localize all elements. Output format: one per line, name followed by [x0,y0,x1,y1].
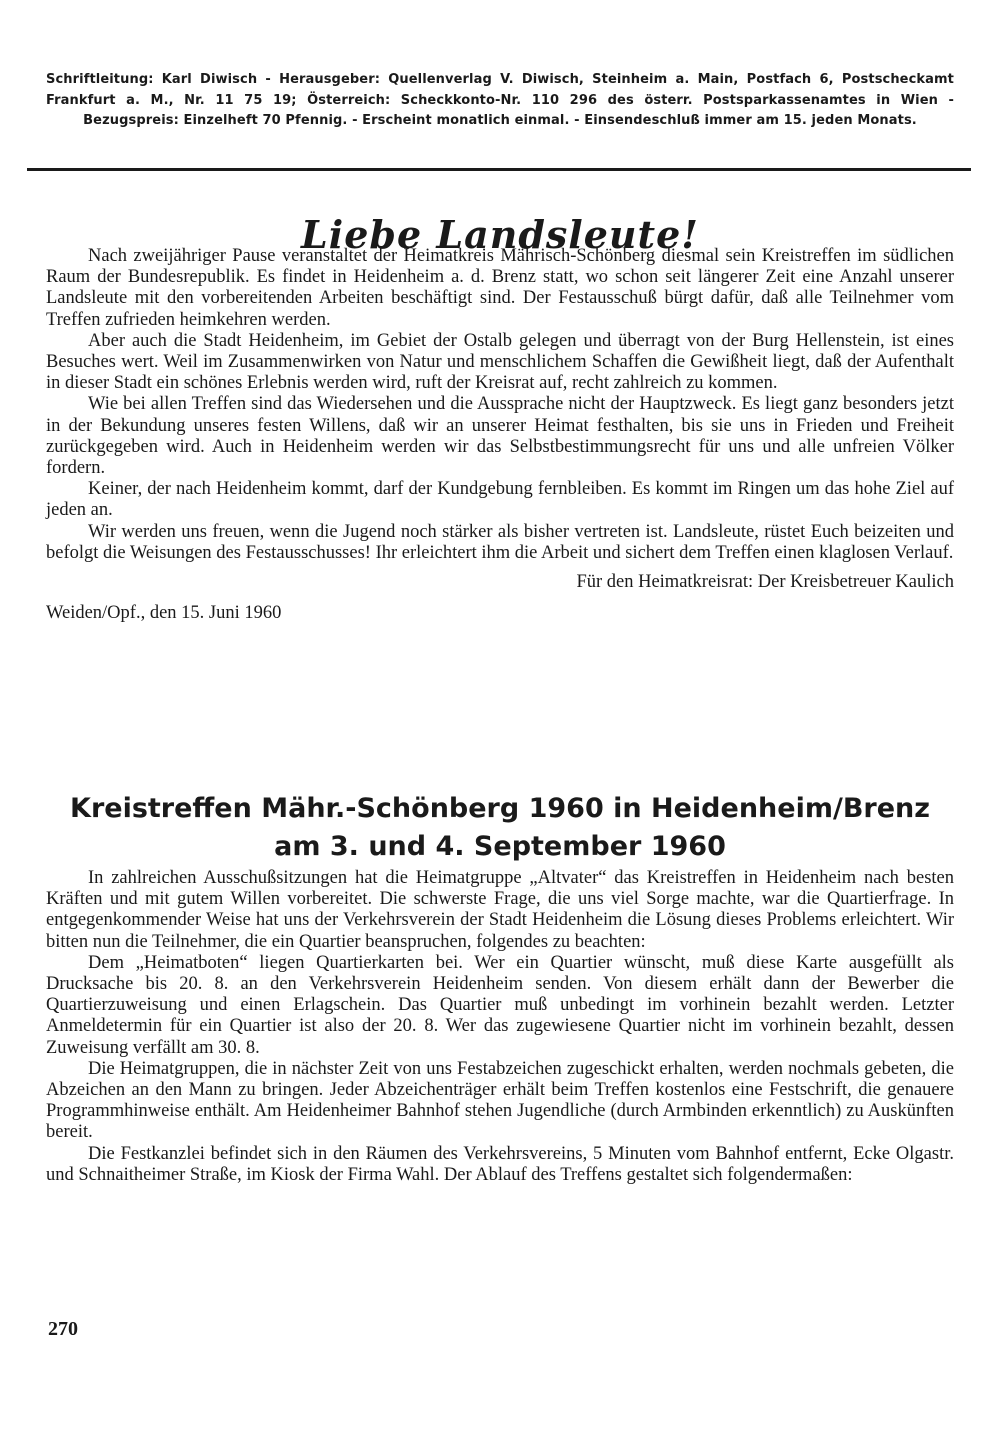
letter-signature: Für den Heimatkreisrat: Der Kreisbetreuer Kaulich [576,572,954,593]
article-paragraph: Dem „Heimatboten“ liegen Quartierkarten bei. Wer ein Quartier wünscht, muß diese Karte ausgefüllt als Drucksache bis 20. 8. an den Verkehrsverein Heidenheim senden. Von diesem erhält dann der Bewerber die Quartierzuweisung und einen Erlagschein. Das Quartier muß unbedingt im vorhinein bezahlt werden. Letzter Anmeldetermin für ein Quartier ist also der 20. 8. Wer das zugewiesene Quartier nicht im vorhinein bezahlt, dessen Zuweisung verfällt am 30. 8. [46,952,954,1058]
document-page [46,70,954,1185]
article-body [46,868,954,1186]
letter-paragraph: Keiner, der nach Heidenheim kommt, darf der Kundgebung fernbleiben. Es kommt im Ringen um das hohe Ziel auf jeden an. [46,479,954,521]
article-headline [46,790,954,866]
article-paragraph: Die Heimatgruppen, die in nächster Zeit von uns Festabzeichen zugeschickt erhalten, werden nochmals gebeten, die Abzeichen an den Mann zu bringen. Jeder Abzeichenträger erhält beim Treffen kostenlos eine Festschrift, die genauere Programmhinweise enthält. Am Heidenheimer Bahnhof stehen Jugendliche (durch Armbinden erkenntlich) zu Auskünften bereit. [46,1058,954,1143]
article-paragraph: Die Festkanzlei befindet sich in den Räumen des Verkehrsvereins, 5 Minuten vom Bahnhof entfernt, Ecke Olgastr. und Schnaitheimer Straße, im Kiosk der Firma Wahl. Der Ablauf des Treffens gestaltet sich folgendermaßen: [46,1143,954,1185]
letter-paragraph: Wie bei allen Treffen sind das Wiedersehen und die Aussprache nicht der Hauptzweck. Es liegt ganz besonders jetzt in der Bekundung unseres festen Willens, daß wir an unserer Heimat festhalten, bis sie uns in Frieden und Freiheit zurückgegeben wird. Auch in Heidenheim werden wir das Selbstbestimmungsrecht für uns und alle unfreien Völker fordern. [46,394,954,479]
letter-body [46,246,954,624]
masthead: Schriftleitung: Karl Diwisch - Herausgeber: Quellenverlag V. Diwisch, Steinheim a. Main, Postfach 6, Postscheckamt Frankfurt a. M., Nr. 11 75 19; Österreich: Scheckkonto-Nr. 110 296 des österr. Postsparkassenamtes in Wien - Bezugspreis: Einzelheft 70 Pfennig. - Erscheint monatlich einmal. - Einsendeschluß immer am 15. jeden Monats. [46,72,954,128]
article-headline-line2: am 3. und 4. September 1960 [274,831,726,862]
article-headline-line1: Kreistreffen Mähr.-Schönberg 1960 in Heidenheim/Brenz [70,793,930,824]
masthead-divider [27,168,971,171]
letter-paragraph: Nach zweijähriger Pause veranstaltet der Heimatkreis Mährisch-Schönberg diesmal sein Kreistreffen im südlichen Raum der Bundesrepublik. Es findet in Heidenheim a. d. Brenz statt, wo schon seit längerer Zeit eine Anzahl unserer Landsleute mit den vorbereitenden Arbeiten beschäftigt sind. Der Festausschuß bürgt dafür, daß alle Teilnehmer vom Treffen zufrieden heimkehren werden. [46,246,954,330]
letter-greeting: Liebe Landsleute! [301,212,699,257]
article-paragraph: In zahlreichen Ausschußsitzungen hat die Heimatgruppe „Altvater“ das Kreistreffen in Heidenheim nach besten Kräften und mit gutem Willen vorbereitet. Die schwerste Frage, die uns viel Sorge machte, war die Quartierfrage. In entgegenkommender Weise hat uns der Verkehrsverein der Stadt Heidenheim die Lösung dieses Problems erleichtert. Wir bitten nun die Teilnehmer, die ein Quartier beanspruchen, folgendes zu beachten: [46,868,954,952]
letter-dateline: Weiden/Opf., den 15. Juni 1960 [46,603,282,624]
page-number: 270 [48,1318,78,1340]
letter-paragraph: Aber auch die Stadt Heidenheim, im Gebiet der Ostalb gelegen und überragt von der Burg Hellenstein, ist eines Besuches wert. Weil im Zusammenwirken von Natur und menschlichem Schaffen die Gewißheit liegt, daß der Aufenthalt in dieser Stadt ein schönes Erlebnis werden wird, ruft der Kreisrat auf, recht zahlreich zu kommen. [46,330,954,394]
letter-paragraph: Wir werden uns freuen, wenn die Jugend noch stärker als bisher vertreten ist. Landsleute, rüstet Euch beizeiten und befolgt die Weisungen des Festausschusses! Ihr erleichtert ihm die Arbeit und sichert dem Treffen einen klaglosen Verlauf. [46,521,954,563]
